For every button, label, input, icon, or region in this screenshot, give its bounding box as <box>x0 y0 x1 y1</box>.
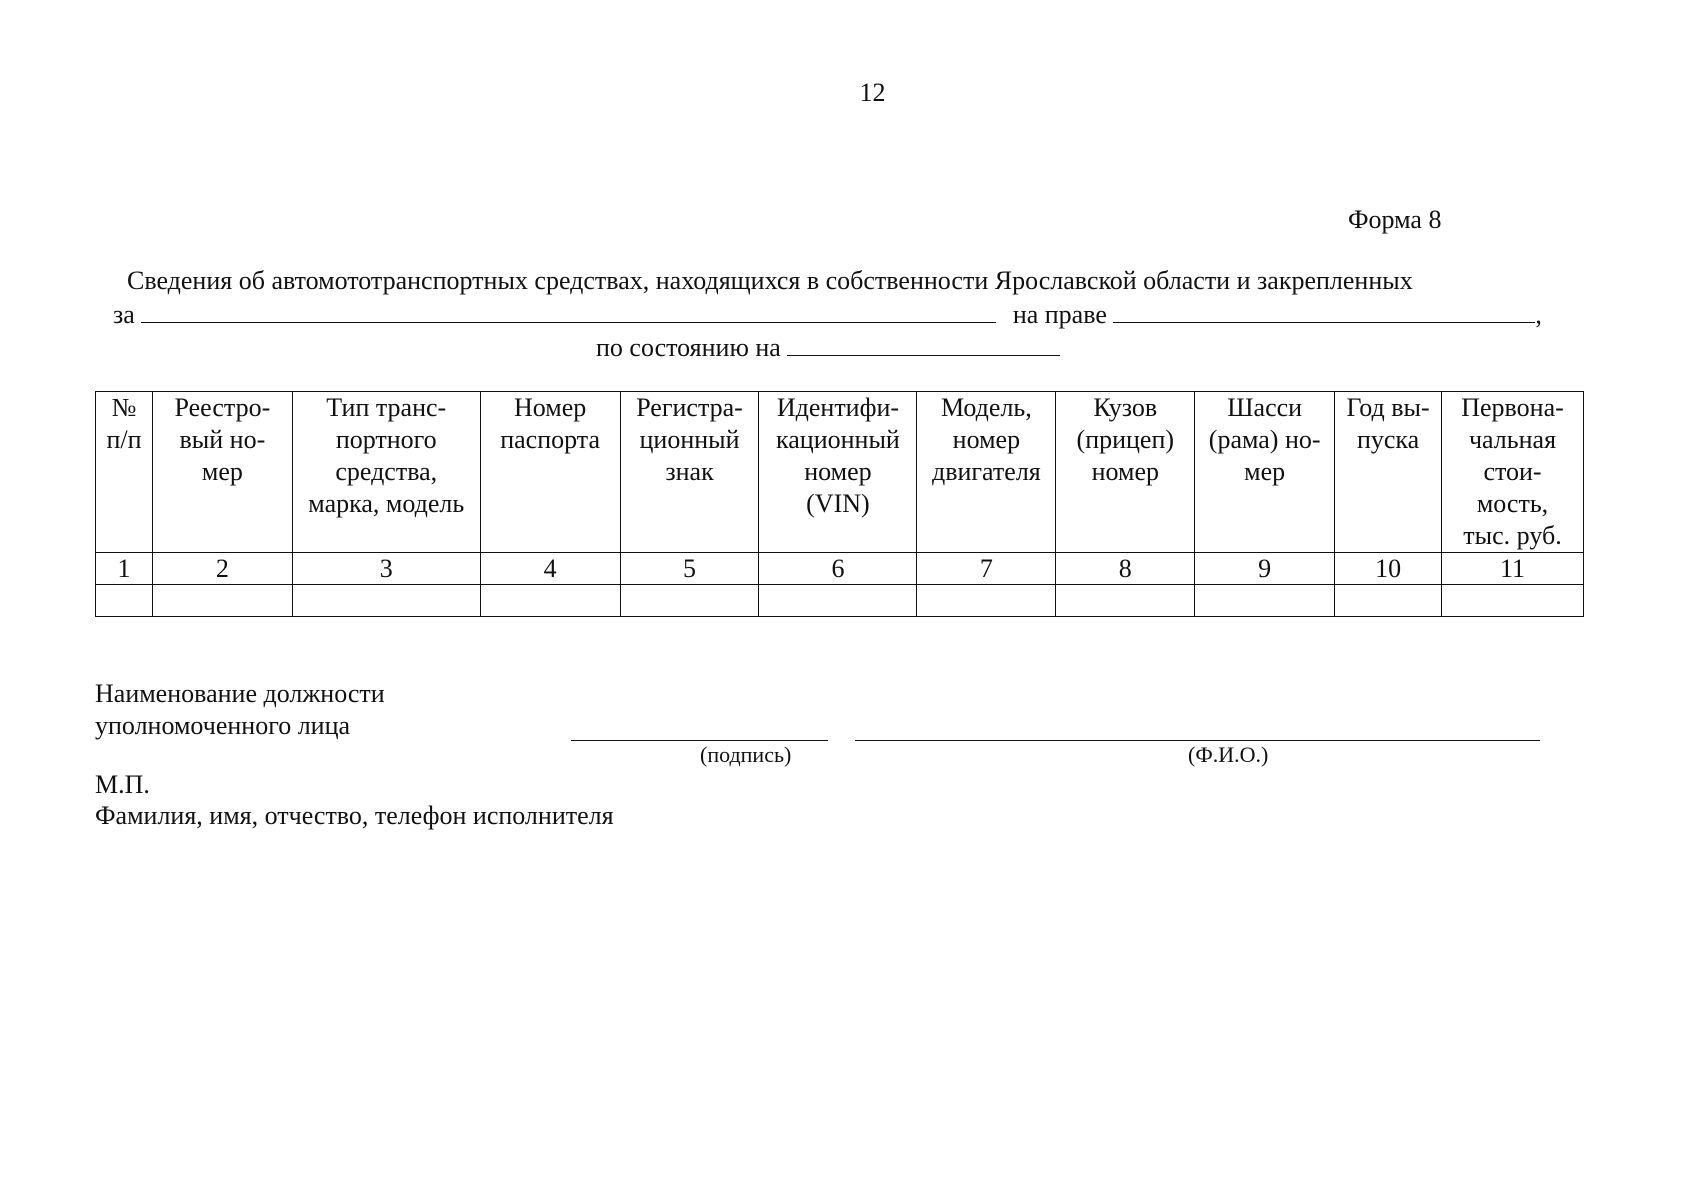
heading-line-3 <box>596 331 1060 363</box>
column-number-cell: 8 <box>1056 553 1195 585</box>
table-cell[interactable] <box>292 585 480 617</box>
header-cell: Идентифи- кационный номер (VIN) <box>759 392 917 553</box>
fill-in-blank-date[interactable] <box>787 331 1060 356</box>
heading-comma: , <box>1535 300 1542 329</box>
column-number-cell: 2 <box>152 553 292 585</box>
fill-in-blank-organization[interactable] <box>141 298 996 323</box>
heading-za: за <box>113 300 135 329</box>
header-cell: № п/п <box>96 392 153 553</box>
header-cell: Шасси (рама) но- мер <box>1195 392 1335 553</box>
header-cell: Кузов (прицеп) номер <box>1056 392 1195 553</box>
table-cell[interactable] <box>96 585 153 617</box>
column-number-row <box>96 553 1584 585</box>
column-number-cell: 4 <box>480 553 620 585</box>
header-cell: Реестро- вый но- мер <box>152 392 292 553</box>
header-cell: Номер паспорта <box>480 392 620 553</box>
table-cell[interactable] <box>1195 585 1335 617</box>
fill-in-blank-right[interactable] <box>1113 298 1535 323</box>
position-label-line-1: Наименование должности <box>95 679 385 708</box>
header-cell: Первона- чальная стои- мость, тыс. руб. <box>1442 392 1584 553</box>
header-cell: Год вы- пуска <box>1335 392 1442 553</box>
position-label <box>95 678 385 742</box>
executor-label: Фамилия, имя, отчество, телефон исполнителя <box>95 801 614 830</box>
table-cell[interactable] <box>1335 585 1442 617</box>
signature-caption: (подпись) <box>700 742 792 767</box>
table-cell[interactable] <box>1442 585 1584 617</box>
heading-line-2 <box>113 298 1553 330</box>
heading-right-label: на праве <box>1012 300 1107 329</box>
column-number-cell: 5 <box>620 553 759 585</box>
table-header-row <box>96 392 1584 553</box>
table-cell[interactable] <box>1056 585 1195 617</box>
column-number-cell: 9 <box>1195 553 1335 585</box>
column-number-cell: 10 <box>1335 553 1442 585</box>
table-cell[interactable] <box>620 585 759 617</box>
page-number: 12 <box>859 78 886 107</box>
form-label: Форма 8 <box>1348 205 1442 234</box>
table-cell[interactable] <box>917 585 1056 617</box>
header-cell: Регистра- ционный знак <box>620 392 759 553</box>
signature-line[interactable] <box>571 740 828 741</box>
table-cell[interactable] <box>759 585 917 617</box>
full-name-line[interactable] <box>855 740 1540 741</box>
table-cell[interactable] <box>480 585 620 617</box>
column-number-cell: 7 <box>917 553 1056 585</box>
table-cell[interactable] <box>152 585 292 617</box>
table-row <box>96 585 1584 617</box>
heading-as-of-label: по состоянию на <box>596 333 781 362</box>
stamp-label: М.П. <box>95 770 150 799</box>
column-number-cell: 11 <box>1442 553 1584 585</box>
full-name-caption: (Ф.И.О.) <box>1188 742 1269 767</box>
position-label-line-2: уполномоченного лица <box>95 711 351 740</box>
column-number-cell: 3 <box>292 553 480 585</box>
heading-line-1: Сведения об автомототранспортных средствах, находящихся в собственности Ярославской области и закрепленных <box>127 266 1413 295</box>
header-cell: Тип транс- портного средства, марка, модель <box>292 392 480 553</box>
header-cell: Модель, номер двигателя <box>917 392 1056 553</box>
vehicles-table <box>95 391 1584 617</box>
column-number-cell: 1 <box>96 553 153 585</box>
column-number-cell: 6 <box>759 553 917 585</box>
